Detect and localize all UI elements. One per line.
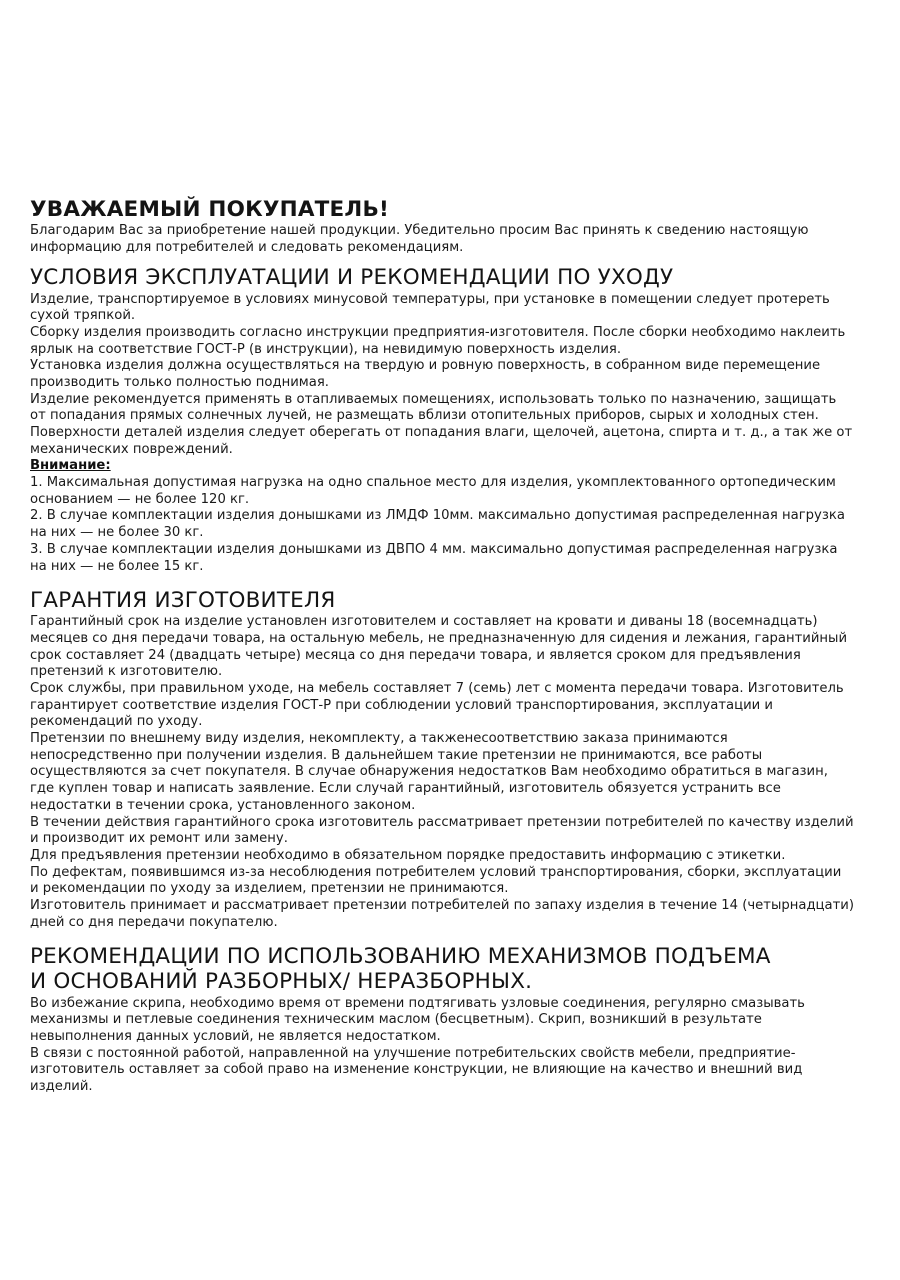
document-body [30, 198, 854, 1096]
lift-mechanisms-heading-line-1: РЕКОМЕНДАЦИИ ПО ИСПОЛЬЗОВАНИЮ МЕХАНИЗМОВ ПОДЪЕМА [30, 944, 771, 970]
usage-paragraph-2: Сборку изделия производить согласно инструкции предприятия-изготовителя. После сборки необходимо наклеить ярлык на соответствие ГОСТ-Р (в инструкции), на невидимую поверхность изделия. [30, 324, 846, 357]
warranty-paragraph-2: Срок службы, при правильном уходе, на мебель составляет 7 (семь) лет с момента передачи товара. Изготовитель гарантирует соответствие изделия ГОСТ-Р при соблюдении условий транспортирования, эксплуатации и рекомендаций по уходу. [30, 681, 844, 730]
warranty-paragraph-7: Изготовитель принимает и рассматривает претензии потребителей по запаху изделия в течение 14 (четырнадцати) дней со дня передачи покупателю. [30, 897, 855, 930]
warning-item-1: 1. Максимальная допустимая нагрузка на одно спальное место для изделия, укомплектованного ортопедическим основанием — не более 120 кг. [30, 475, 836, 507]
lift-paragraph-2: В связи с постоянной работой, направленной на улучшение потребительских свойств мебели, предприятие-изготовитель оставляет за собой право на изменение конструкции, не влияющие на качество и внешний вид изделий. [30, 1045, 803, 1094]
greeting-paragraph: Благодарим Вас за приобретение нашей продукции. Убедительно просим Вас принять к сведению настоящую информацию для потребителей и следовать рекомендациям. [30, 223, 809, 255]
lift-paragraph-1: Во избежание скрипа, необходимо время от времени подтягивать узловые соединения, регулярно смазывать механизмы и петлевые соединения техническим маслом (бесцветным). Скрип, возникший в результате невыполнения данных условий, не является недостатком. [30, 995, 805, 1044]
warranty-paragraph-4: В течении действия гарантийного срока изготовитель рассматривает претензии потребителей по качеству изделий и производит их ремонт или замену. [30, 814, 854, 847]
warning-label: Внимание: [30, 458, 111, 474]
warranty-paragraph-1: Гарантийный срок на изделие установлен изготовителем и составляет на кровати и диваны 18 (восемнадцать) месяцев со дня передачи товара, на остальную мебель, не предназначенную для сидения и лежания, гарантийный срок составляет 24 (двадцать четыре) месяца со дня передачи товара, и является сроком для предъявления претензий к изготовителю. [30, 614, 848, 680]
section-lift-mechanisms [30, 945, 854, 1095]
section-warranty [30, 589, 854, 931]
usage-paragraph-5: Поверхности деталей изделия следует оберегать от попадания влаги, щелочей, ацетона, спирта и т. д., а так же от механических повреждений. [30, 425, 853, 457]
spacer [30, 931, 854, 945]
page-title: УВАЖАЕМЫЙ ПОКУПАТЕЛЬ! [30, 197, 390, 222]
usage-paragraph-4: Изделие рекомендуется применять в отапливаемых помещениях, использовать только по назначению, защищать от попадания прямых солнечных лучей, не размещать вблизи отопительных приборов, сырых и холодных стен. [30, 391, 837, 424]
usage-paragraph-1: Изделие, транспортируемое в условиях минусовой температуры, при установке в помещении следует протереть сухой тряпкой. [30, 291, 830, 324]
lift-mechanisms-heading-line-2: И ОСНОВАНИЙ РАЗБОРНЫХ/ НЕРАЗБОРНЫХ. [30, 969, 533, 995]
usage-conditions-heading: УСЛОВИЯ ЭКСПЛУАТАЦИИ И РЕКОМЕНДАЦИИ ПО УХОДУ [30, 265, 674, 291]
warranty-paragraph-6: По дефектам, появившимся из-за несоблюдения потребителем условий транспортирования, сборки, эксплуатации и рекомендации по уходу за изделием, претензии не принимаются. [30, 864, 842, 897]
section-greeting [30, 198, 854, 256]
warranty-paragraph-5: Для предъявления претензии необходимо в обязательном порядке предоставить информацию с этикетки. [30, 847, 786, 863]
warning-item-3: 3. В случае комплектации изделия донышками из ДВПО 4 мм. максимально допустимая распределенная нагрузка на них — не более 15 кг. [30, 541, 838, 574]
usage-paragraph-3: Установка изделия должна осуществляться на твердую и ровную поверхность, в собранном виде перемещение производить только полностью поднимая. [30, 358, 821, 390]
warranty-paragraph-3: Претензии по внешнему виду изделия, некомплекту, а такженесоответствию заказа принимаются непосредственно при получении изделия. В дальнейшем такие претензии не принимаются, все работы осуществляются за счет покупателя. В случае обнаружения недостатков Вам необходимо обратиться в магазин, где куплен товар и написать заявление. Если случай гарантийный, изготовитель обязуется устранить все недостатки в течении срока, установленного законом. [30, 731, 828, 813]
spacer [30, 575, 854, 589]
warranty-heading: ГАРАНТИЯ ИЗГОТОВИТЕЛЯ [30, 588, 336, 614]
warning-item-2: 2. В случае комплектации изделия донышками из ЛМДФ 10мм. максимально допустимая распределенная нагрузка на них — не более 30 кг. [30, 508, 845, 541]
section-usage-conditions [30, 266, 854, 575]
